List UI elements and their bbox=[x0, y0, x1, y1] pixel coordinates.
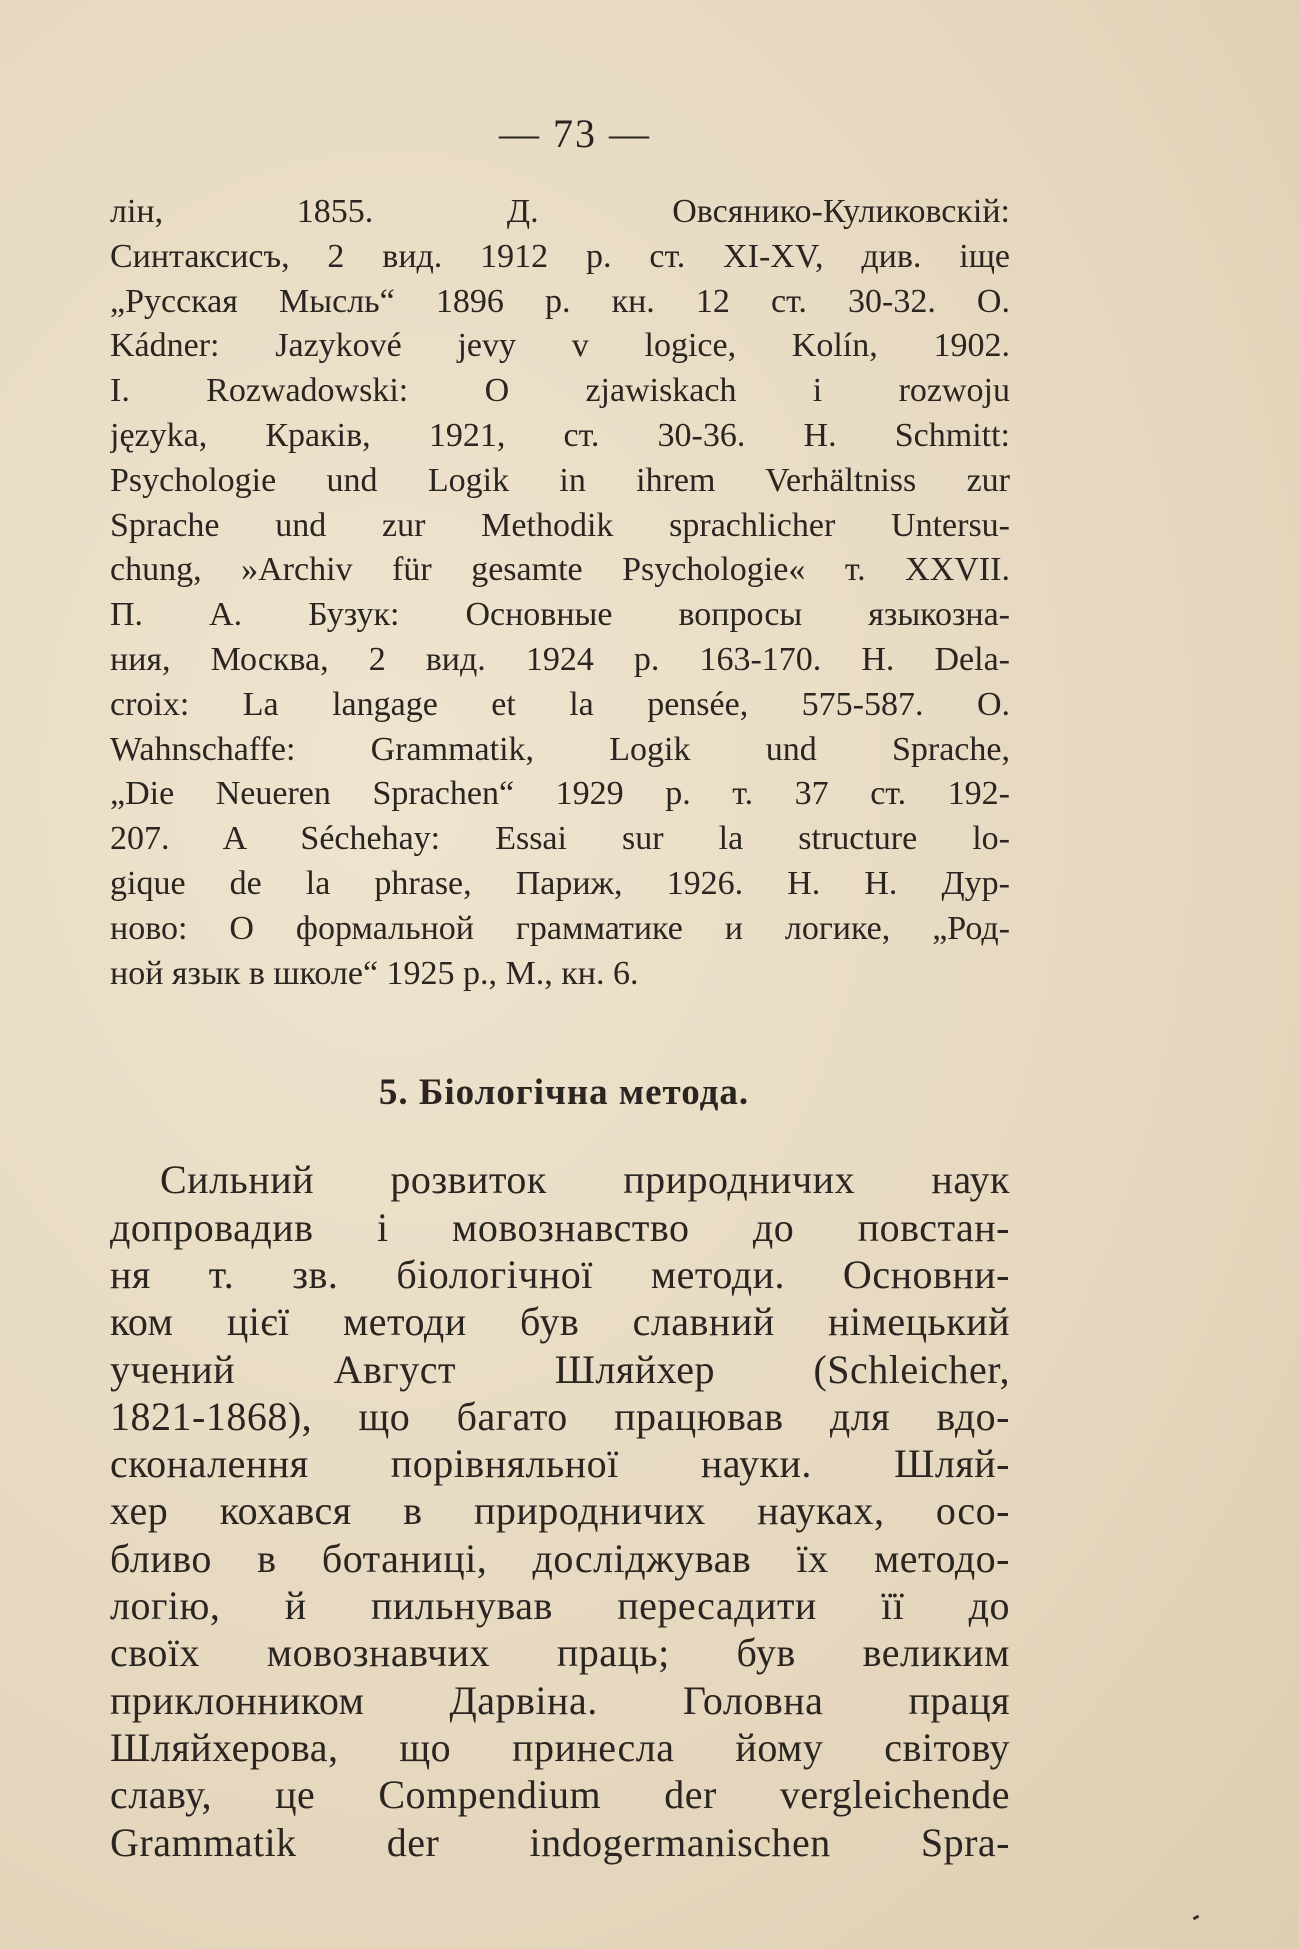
body-line: Сильний розвиток природничих наук bbox=[160, 1157, 1010, 1203]
bibliography-line: języka, Краків, 1921, ст. 30-36. H. Schmitt: bbox=[110, 416, 1010, 454]
body-line: славу, це Compendium der vergleichende bbox=[110, 1772, 1010, 1818]
body-line: логію, й пильнував пересадити її до bbox=[110, 1583, 1010, 1629]
bibliography-line: лін, 1855. Д. Овсянико-Куликовскій: bbox=[110, 193, 1010, 230]
body-line: ком цієї методи був славний німецький bbox=[110, 1299, 1010, 1345]
body-paragraph bbox=[110, 1156, 1010, 1865]
bibliography-line: Psychologie und Logik in ihrem Verhältniss zur bbox=[110, 461, 1010, 499]
body-line: Grammatik der indogermanischen Spra- bbox=[110, 1819, 1010, 1865]
bibliography-block bbox=[110, 190, 1010, 996]
bibliography-line: chung, »Archiv für gesamte Psychologie« т. XXVII. bbox=[110, 551, 1010, 589]
bibliography-line: gique de la phrase, Париж, 1926. Н. Н. Дур- bbox=[110, 864, 1010, 902]
body-line: учений Август Шляйхер (Schleicher, bbox=[110, 1346, 1010, 1392]
bibliography-line: „Русская Мысль“ 1896 р. кн. 12 ст. 30-32. О. bbox=[110, 282, 1010, 320]
body-line: 1821-1868), що багато працював для вдо- bbox=[110, 1393, 1010, 1439]
body-line: хер кохався в природничих науках, осо- bbox=[110, 1488, 1010, 1534]
body-line: бливо в ботаниці, досліджував їх методо- bbox=[110, 1535, 1010, 1581]
bibliography-line: П. А. Бузук: Основные вопросы языкозна- bbox=[110, 596, 1010, 634]
body-line: Шляйхерова, що принесла йому світову bbox=[110, 1724, 1010, 1770]
book-page bbox=[110, 110, 1010, 1866]
bibliography-line: 207. A Séchehay: Essai sur la structure lo- bbox=[110, 820, 1010, 858]
bibliography-line: ния, Москва, 2 вид. 1924 р. 163-170. H. Dela- bbox=[110, 640, 1010, 678]
paper-speck bbox=[1193, 1915, 1200, 1921]
bibliography-line: Kádner: Jazykové jevy v logice, Kolín, 1902. bbox=[110, 327, 1010, 365]
bibliography-line: croix: La langage et la pensée, 575-587. O. bbox=[110, 685, 1010, 723]
bibliography-line: Синтаксисъ, 2 вид. 1912 р. ст. XI-XV, див. іще bbox=[110, 237, 1010, 275]
body-line: ня т. зв. біологічної методи. Основни- bbox=[110, 1251, 1010, 1297]
page-number: — 73 — bbox=[499, 111, 651, 156]
body-line: допровадив і мовознавство до повстан- bbox=[110, 1204, 1010, 1250]
bibliography-line: ново: О формальной грамматике и логике, „Род- bbox=[110, 909, 1010, 947]
section-heading: 5. Біологічна метода. bbox=[378, 1072, 750, 1114]
bibliography-line: Wahnschaffe: Grammatik, Logik und Sprache, bbox=[110, 730, 1010, 768]
bibliography-line: I. Rozwadowski: O zjawiskach i rozwoju bbox=[110, 372, 1010, 410]
body-line: приклонником Дарвіна. Головна праця bbox=[110, 1677, 1010, 1723]
body-line: своїх мовознавчих праць; був великим bbox=[110, 1630, 1010, 1676]
bibliography-line: ной язык в школе“ 1925 р., М., кн. 6. bbox=[110, 954, 639, 992]
bibliography-line: Sprache und zur Methodik sprachlicher Untersu- bbox=[110, 506, 1010, 544]
body-line: сконалення порівняльної науки. Шляй- bbox=[110, 1441, 1010, 1487]
bibliography-line: „Die Neueren Sprachen“ 1929 р. т. 37 ст. 192- bbox=[110, 775, 1010, 813]
